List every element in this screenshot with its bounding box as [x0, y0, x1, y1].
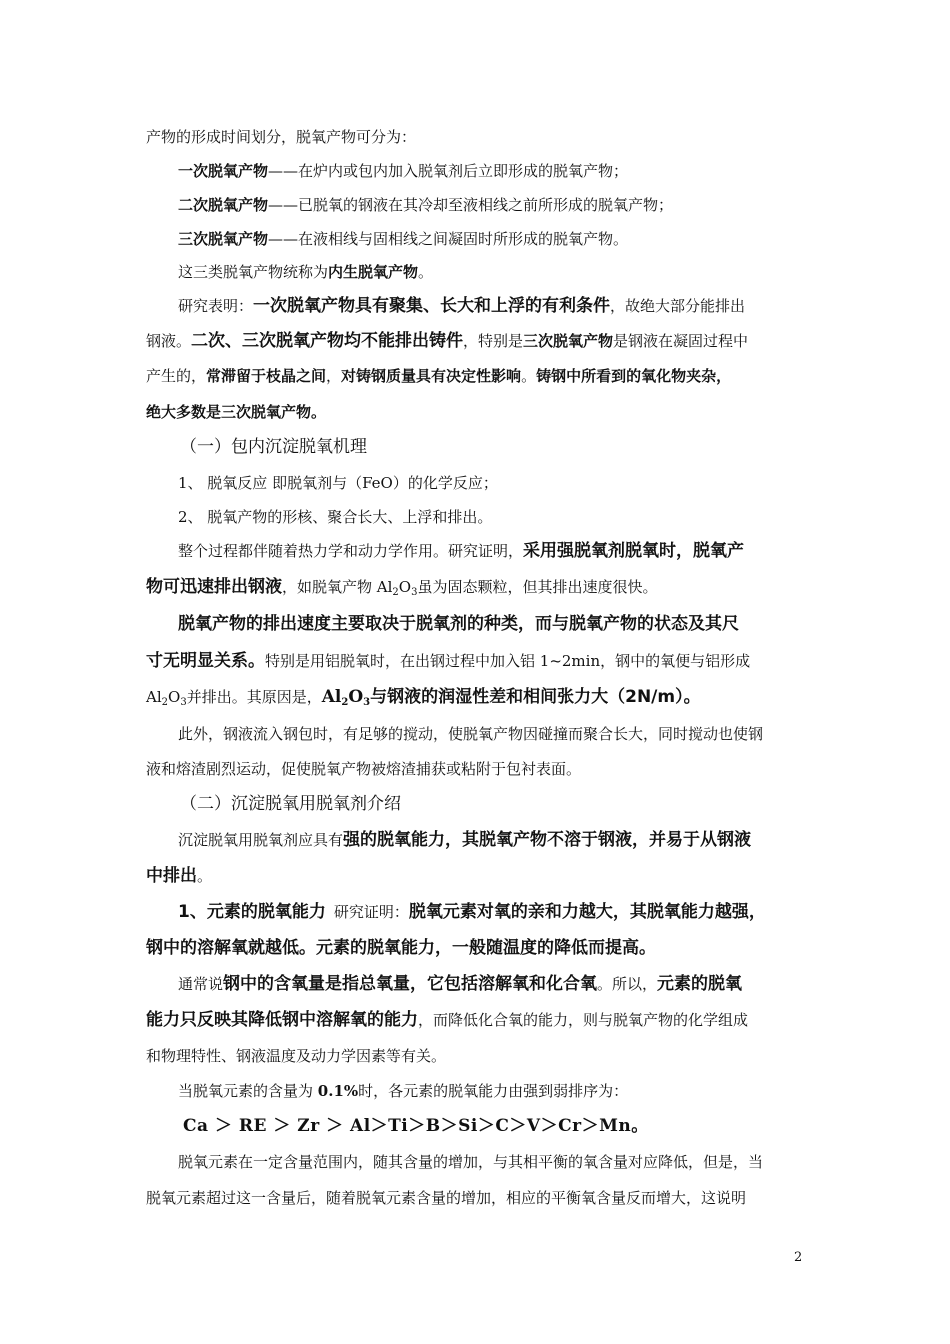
line-31: 脱氧元素超过这一含量后，随着脱氧元素含量的增加，相应的平衡氧含量反而增大，这说明: [146, 1189, 747, 1207]
line-12: 2、 脱氧产物的形核、聚合长大、上浮和排出。: [178, 508, 493, 526]
page-number: 2: [794, 1250, 803, 1265]
line-18: 此外，钢液流入钢包时，有足够的搅动，使脱氧产物因碰撞而聚合长大，同时搅动也使钢: [178, 725, 764, 743]
line-26: 能力只反映其降低钢中溶解氧的能力，而降低化合氧的能力，则与脱氧产物的化学组成: [146, 1010, 749, 1030]
line-30: 脱氧元素在一定含量范围内，随其含量的增加，与其相平衡的氧含量对应降低，但是，当: [178, 1153, 764, 1171]
line-06: 研究表明：一次脱氧产物具有聚集、长大和上浮的有利条件，故绝大部分能排出: [178, 296, 746, 316]
line-03: 二次脱氧产物——已脱氧的钢液在其冷却至液相线之前所形成的脱氧产物；: [178, 196, 674, 214]
line-15: 脱氧产物的排出速度主要取决于脱氧剂的种类，而与脱氧产物的状态及其尺: [178, 614, 739, 634]
section-heading-2: （二）沉淀脱氧用脱氧剂介绍: [180, 794, 401, 814]
line-13: 整个过程都伴随着热力学和动力学作用。研究证明，采用强脱氧剂脱氧时，脱氧产: [178, 541, 745, 561]
line-23: 1、元素的脱氧能力 研究证明：脱氧元素对氧的亲和力越大，其脱氧能力越强，: [178, 902, 766, 922]
line-28: 当脱氧元素的含量为 0.1%时，各元素的脱氧能力由强到弱排序为：: [178, 1082, 629, 1100]
line-24: 钢中的溶解氧就越低。元素的脱氧能力，一般随温度的降低而提高。: [146, 938, 656, 958]
line-25: 通常说钢中的含氧量是指总氧量，它包括溶解氧和化合氧。所以，元素的脱氧: [178, 974, 743, 994]
line-05: 这三类脱氧产物统称为内生脱氧产物。: [178, 263, 434, 281]
line-01: 产物的形成时间划分，脱氧产物可分为：: [146, 128, 417, 146]
line-16: 寸无明显关系。特别是用铝脱氧时，在出钢过程中加入铝 1~2min，钢中的氧便与铝形成: [146, 651, 751, 671]
line-08: 产生的，常滞留于枝晶之间，对铸钢质量具有决定性影响。铸钢中所看到的氧化物夹杂，: [146, 367, 732, 385]
line-21: 沉淀脱氧用脱氧剂应具有强的脱氧能力，其脱氧产物不溶于钢液，并易于从钢液: [178, 830, 752, 850]
line-07: 钢液。二次、三次脱氧产物均不能排出铸件，特别是三次脱氧产物是钢液在凝固过程中: [146, 331, 749, 351]
line-04: 三次脱氧产物——在液相线与固相线之间凝固时所形成的脱氧产物。: [178, 230, 629, 248]
line-17: $Al_2O_3$并排出。其原因是，$Al_2O_3$与钢液的润湿性差和相间张力大（2N/m）。: [146, 687, 701, 708]
line-11: 1、 脱氧反应 即脱氧剂与（FeO）的化学反应；: [178, 474, 498, 492]
line-19: 液和熔渣剧烈运动，促使脱氧产物被熔渣捕获或粘附于包衬表面。: [146, 760, 582, 778]
line-22: 中排出。: [146, 866, 213, 886]
line-09: 绝大多数是三次脱氧产物。: [146, 403, 327, 421]
line-02: 一次脱氧产物——在炉内或包内加入脱氧剂后立即形成的脱氧产物；: [178, 162, 629, 180]
line-14: 物可迅速排出钢液，如脱氧产物 $Al_2O_3$虽为固态颗粒，但其排出速度很快。: [146, 577, 658, 598]
deoxidation-order-sequence: Ca ＞ RE ＞ Zr ＞ Al＞Ti＞B＞Si＞C＞V＞Cr＞Mn。: [183, 1116, 649, 1136]
line-27: 和物理特性、钢液温度及动力学因素等有关。: [146, 1047, 447, 1065]
section-heading-1: （一）包内沉淀脱氧机理: [180, 437, 367, 457]
